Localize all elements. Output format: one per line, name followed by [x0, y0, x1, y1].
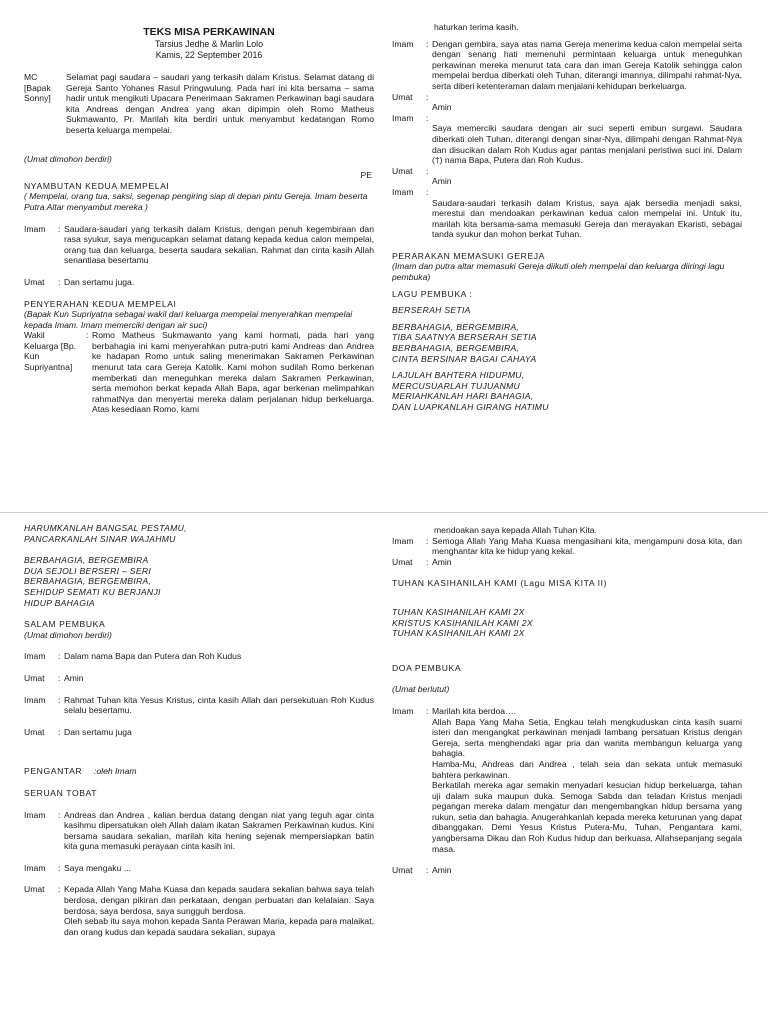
umat-reply: Umat : Dan sertamu juga.	[24, 277, 374, 288]
section-title-doa-pembuka: DOA PEMBUKA	[392, 662, 462, 673]
nyambutan-note: ( Mempelai, orang tua, saksi, segenap pengiring siap di depan pintu Gereja. Imam beserta Putra Altar menyambut mereka )	[24, 191, 368, 212]
imam-penitential: Imam : Andreas dan Andrea , kalian berdua datang dengan niat yang teguh agar cinta kasihmu dipersatukan oleh Allah dalam ikatan Sakramen Perkawinan kudus. Kini bersama saudara sekalian, marilah kita hening sejenak mempersiapkan batin kita guna memasuki perayaan cinta kasih ini.	[24, 809, 374, 852]
continued-text: mendoakan saya kepada Allah Tuhan Kita.	[434, 525, 597, 535]
prayer-paragraph-2: Hamba-Mu, Andreas dan Andrea , telah seia dan sekata untuk memasuki bahtera perkawinan.	[432, 758, 742, 780]
umat-amin: Umat : Amin	[24, 673, 374, 684]
wakil-block: Wakil Keluarga [Bp. Kun Supriyantna] : Romo Matheus Sukmawanto yang kami hormati, pada hari yang berbahagia ini kami menyerahkan putra-putri kami Andreas dan Andrea ke hadapan Romo untuk saling menerimakan Sakramen Perkawinan menurut tata cara Gereja Katolik. Kami mohon sudilah Romo berkenan memberkati dan meneguhkan mereka dalam Sakramen Perkawinan, serta memohon berkat kepada Allah Bapa, agar berkenan melimpahkan rahmatNya dan menyertai mereka dalam perjalanan hidup berkeluarga. Atas kesediaan Romo, kami	[24, 330, 374, 415]
amin-response: Amin	[432, 865, 452, 876]
imam-greeting-text: Saudara-saudari yang terkasih dalam Kristus, dengan penuh kegembiraan dan rasa syukur, saya mengucapkan selamat datang kepada kedua calon mempelai, orang tua dan keluarga, beserta saudara sekalian. Rahmat dan cinta kasih Allah senantiasa besertamu	[64, 223, 374, 266]
top-left-column	[24, 24, 374, 415]
imam-acceptance-text: Dengan gembira, saya atas nama Gereja menerima kedua calon mempelai serta dengan senang hati memenuhi permintaan keluarga untuk meneguhkan perkawinan mereka menurut tata cara dan iman Gereja Katolik sehingga calon mempelai berdua diberkati oleh Tuhan, diterangi imannya, dilimpahi rahmat-Nya, serta diberi ketenteraman dalam menjalani kehidupan berkeluarga.	[432, 38, 742, 91]
umat-confiteor: Umat : Kepada Allah Yang Maha Kuasa dan kepada saudara sekalian bahwa saya telah berdosa, dengan pikiran dan perkataan, dengan perbuatan dan kelalaian. Saya berdosa, saya berdosa, saya sungguh berdosa. Oleh sebab itu saya mohon kepada Santa Perawan Maria, kepada para malaikat, dan orang kudus dan kepada saudara sekalian, supaya	[24, 884, 374, 937]
speaker-label-imam: Imam	[24, 862, 46, 873]
ceremony-date: Kamis, 22 September 2016	[155, 50, 263, 60]
kyrie-lyrics	[392, 607, 742, 639]
speaker-label-imam: Imam	[392, 535, 414, 546]
lyric-line: LAJULAH BAHTERA HIDUPMU,	[392, 370, 525, 381]
umat-reply: Umat : Dan sertamu juga	[24, 727, 374, 738]
lyric-line: SEHIDUP SEMATI KU BERJANJI	[24, 586, 161, 597]
pengantar-line	[24, 766, 374, 777]
speaker-label-imam: Imam	[24, 223, 46, 234]
section-title-seruan-tobat: SERUAN TOBAT	[24, 787, 98, 798]
imam-sign-of-cross: Imam : Dalam nama Bapa dan Putera dan Roh Kudus	[24, 651, 374, 662]
umat-amin-1: Umat :	[392, 91, 429, 102]
imam-invitation-text: Saudara-saudari terkasih dalam Kristus, saya ajak bersedia menjadi saksi, merestui dan mendoakan perkawinan kedua calon mempelai ini. Untuk itu, marilah kita bersama-sama memasuki Gereja dan merayakan Ekaristi, sebagai tanda syukur dan mohon berkat Tuhan.	[432, 197, 742, 240]
lyric-line: MERCUSUARLAH TUJUANMU	[392, 380, 521, 391]
umat-reply-text: Dan sertamu juga.	[64, 276, 135, 287]
speaker-label-umat: Umat	[24, 726, 45, 737]
song-verse-2	[392, 370, 742, 412]
continued-text: haturkan terima kasih.	[434, 22, 519, 32]
imam-sprinkle-text: Saya memerciki saudara dengan air suci seperti embun surgawi. Saudara diberkati oleh Tuhan, diterangi dengan sinar-Nya, dilimpahi dengan Rahmat-Nya dan disucikan dalam Roh Kudus agar pantas menjalani peristiwa suci ini. Dalam (†) nama Bapa, Putera dan Roh Kudus.	[432, 123, 742, 166]
umat-amin-final: Umat : Amin	[392, 865, 742, 876]
amin-response: Amin	[432, 102, 452, 113]
imam-grace: Imam : Rahmat Tuhan kita Yesus Kristus, cinta kasih Allah dan persekutuan Roh Kudus selalu besertamu.	[24, 694, 374, 716]
speaker-label-imam: Imam	[24, 651, 46, 662]
speaker-label-wakil: Wakil Keluarga [Bp. Kun Supriyantna]	[24, 330, 77, 373]
lyric-line: HARUMKANLAH BANGSAL PESTAMU,	[24, 523, 187, 533]
mc-block	[24, 72, 374, 136]
imam-invitation: Imam :	[392, 186, 429, 197]
song-verse-1	[392, 322, 742, 364]
document-title: TEKS MISA PERKAWINAN	[143, 26, 275, 38]
amin-response: Amin	[432, 556, 452, 567]
speaker-label-imam: Imam	[24, 809, 46, 820]
speaker-label-umat: Umat	[24, 276, 45, 287]
umat-amin: Umat : Amin	[392, 557, 742, 568]
lyric-line: BERBAHAGIA, BERGEMBIRA,	[392, 343, 520, 354]
penyerahan-note: (Bapak Kun Supriyatna sebagai wakil dari keluarga mempelai menyerahkan mempelai kepada Imam. Imam memerciki dengan air suci)	[24, 309, 353, 330]
speaker-label-imam: Imam	[24, 694, 46, 705]
lyric-line: BERBAHAGIA, BERGEMBIRA,	[392, 321, 520, 332]
lyric-line: TUHAN KASIHANILAH KAMI 2X	[392, 606, 525, 617]
imam-acceptance: Imam : Dengan gembira, saya atas nama Gereja menerima kedua calon mempelai serta dengan senang hati memenuhi permintaan keluarga untuk meneguhkan perkawinan mereka menurut tata cara dan iman Gereja Katolik sehingga calon mempelai berdua diberkati oleh Tuhan, diterangi imannya, dilimpahi rahmat-Nya, serta diberi ketenteraman dalam menjalani kehidupan berkeluarga.	[392, 38, 742, 91]
page-top	[0, 0, 768, 512]
speaker-label-imam: Imam	[392, 186, 414, 197]
doa-note: (Umat berlutut)	[392, 684, 450, 695]
section-title-penyerahan: PENYERAHAN KEDUA MEMPELAI	[24, 298, 177, 309]
imam-prayer-invite-text: Marilah kita berdoa….	[432, 705, 517, 716]
perarakan-note: (Imam dan putra altar memasuki Gereja diikuti oleh mempelai dan keluarga diiringi lagu pembuka)	[392, 261, 725, 283]
speaker-label-imam: Imam	[392, 38, 414, 49]
speaker-label-imam: Imam	[392, 112, 414, 123]
lyric-line: KRISTUS KASIHANILAH KAMI 2X	[392, 617, 533, 628]
speaker-label-umat: Umat	[24, 884, 45, 895]
umat-reply-text: Dan sertamu juga	[64, 726, 132, 737]
imam-prayer-invite: Imam : Marilah kita berdoa….	[392, 706, 742, 717]
lyric-line: TUHAN KASIHANILAH KAMI 2X	[392, 628, 525, 639]
song-verse-4	[24, 555, 374, 608]
lyric-line: HIDUP BAHAGIA	[24, 597, 95, 608]
section-title-lagu-pembuka: LAGU PEMBUKA :	[392, 288, 473, 299]
lyric-line: BERBAHAGIA, BERGEMBIRA,	[24, 576, 152, 587]
lyric-line: MERIAHKANLAH HARI BAHAGIA,	[392, 391, 534, 402]
prayer-paragraph-3: Berkatilah mereka agar semakin menyadari kesucian hidup berkeluarga, tahan uji dalam suka maupun duka. Semoga Sabda dan teladan Kristus menjadi pegangan mereka dalam mengatur dan mengembangkan hidup bersama yang rukun, setia dan bahagia. Anugerahkanlah kepada mereka keturunan yang dapat dibanggakan. Demi Yesus Kristus Putera-Mu, Tuhan, Pengantara kami, yangbersama Dikau dan Roh Kudus hidup dan berkuasa, Allahsepanjang segala masa.	[432, 780, 742, 854]
lyric-line: DUA SEJOLI BERSERI – SERI	[24, 565, 152, 576]
prayer-paragraph-1: Allah Bapa Yang Maha Setia, Engkau telah mengkuduskan cinta kasih suami isteri dan mengangkat perkawinan menjadi lambang persatuan Kristus dengan Gereja, serta menghendaki agar pria dan wanita membangun keluarga yang bahagia.	[432, 716, 742, 759]
wakil-text: Romo Matheus Sukmawanto yang kami hormati, pada hari yang berbahagia ini kami menyerahkan putra-putri kami Andreas dan Andrea ke hadapan Romo untuk saling menerimakan Sakramen Perkawinan menurut tata cara Gereja Katolik. Kami mohon sudilah Romo berkenan memberkati dan meneguhkan mereka dalam Sakramen Perkawinan, serta memohon berkat kepada Allah Bapa, agar berkenan melimpahkan rahmatNya dan menyertai mereka dalam perjalanan hidup berkeluarga. Atas kesediaan Romo, kami	[92, 330, 374, 415]
imam-sprinkle: Imam :	[392, 112, 429, 123]
stand-note: (Umat dimohon berdiri)	[24, 153, 112, 164]
imam-confiteor-text: Saya mengaku ...	[64, 862, 131, 873]
speaker-label-mc: MC [Bapak Sonny]	[24, 72, 51, 104]
section-title-salam: SALAM PEMBUKA	[24, 619, 106, 630]
top-right-column	[392, 22, 742, 413]
pengantar-note: :oleh Imam	[94, 766, 137, 777]
bottom-right-column	[392, 525, 742, 876]
amin-response: Amin	[432, 176, 452, 187]
speaker-label-umat: Umat	[392, 91, 413, 102]
speaker-label-imam: Imam	[392, 705, 414, 716]
lyric-line: PANCARKANLAH SINAR WAJAHMU	[24, 533, 176, 544]
speaker-label-umat: Umat	[392, 165, 413, 176]
page-fragment-pe: PE	[360, 170, 372, 181]
imam-confiteor: Imam : Saya mengaku ...	[24, 863, 374, 874]
imam-greeting: Imam : Saudara-saudari yang terkasih dalam Kristus, dengan penuh kegembiraan dan rasa syukur, saya mengucapkan selamat datang kepada kedua calon mempelai, orang tua dan keluarga, beserta saudara sekalian. Rahmat dan cinta kasih Allah senantiasa besertamu	[24, 223, 374, 266]
imam-grace-text: Rahmat Tuhan kita Yesus Kristus, cinta kasih Allah dan persekutuan Roh Kudus selalu besertamu.	[64, 694, 374, 716]
speaker-label-umat: Umat	[392, 865, 413, 876]
speaker-label-umat: Umat	[24, 672, 45, 683]
imam-penitential-text: Andreas dan Andrea , kalian berdua datang dengan niat yang teguh agar cinta kasihmu dipersatukan oleh Allah dalam ikatan Sakramen Perkawinan kudus. Kini bersama saudara sekalian, marilah kita hening sejenak mempersiapkan batin kita guna memasuki perayaan cinta kasih ini.	[64, 809, 374, 852]
page-bottom	[0, 512, 768, 1025]
song-verse-3	[24, 523, 374, 544]
imam-sign-text: Dalam nama Bapa dan Putera dan Roh Kudus	[64, 651, 242, 662]
salam-note: (Umat dimohon berdiri)	[24, 629, 112, 640]
amin-response: Amin	[64, 672, 84, 683]
section-title-pengantar: PENGANTAR	[24, 766, 83, 777]
imam-absolution: Imam : Semoga Allah Yang Maha Kuasa mengasihani kita, mengampuni dosa kita, dan menghantar kita ke hidup yang kekal.	[392, 535, 742, 557]
section-title-nyambutan: NYAMBUTAN KEDUA MEMPELAI	[24, 180, 170, 191]
couple-names: Tarsius Jedhe & Marlin Lolo	[154, 39, 264, 49]
lyric-line: DAN LUAPKANLAH GIRANG HATIMU	[392, 402, 549, 412]
speaker-label-umat: Umat	[392, 556, 413, 567]
umat-confiteor-text-2: Oleh sebab itu saya mohon kepada Santa Perawan Maria, kepada para malaikat, dan orang kudus dan kepada saudara sekalian, supaya	[64, 916, 374, 937]
mc-welcome-text: Selamat pagi saudara – saudari yang terkasih dalam Kristus. Selamat datang di Gereja Santo Yohanes Rasul Pringwulung. Pada hari ini kita bersama – sama hadir untuk mengikuti Upacara Penerimaan Sakramen Perkawinan bagi saudara kita Andreas dengan Andrea yang akan dipimpin oleh Romo Matheus Sukmawanto, Pr. Marilah kita berdiri untuk menyambut kedatangan Romo beserta keluarga mempelai.	[66, 72, 374, 135]
lyric-line: BERBAHAGIA, BERGEMBIRA	[24, 555, 149, 566]
lyric-line: CINTA BERSINAR BAGAI CAHAYA	[392, 353, 537, 364]
song-title: BERSERAH SETIA	[392, 305, 471, 316]
section-title-perarakan: PERARAKAN MEMASUKI GEREJA	[392, 250, 546, 261]
bottom-left-column	[24, 523, 374, 937]
umat-amin-2: Umat :	[392, 165, 429, 176]
section-title-kyrie: TUHAN KASIHANILAH KAMI (Lagu MISA KITA II)	[392, 578, 608, 589]
imam-absolution-text: Semoga Allah Yang Maha Kuasa mengasihani kita, mengampuni dosa kita, dan menghantar kita ke hidup yang kekal.	[432, 535, 742, 557]
umat-confiteor-text: Kepada Allah Yang Maha Kuasa dan kepada saudara sekalian bahwa saya telah berdosa, dengan pikiran dan perkataan, dengan perbuatan dan kelalaian. Saya berdosa, saya berdosa, saya sungguh berdosa.	[64, 884, 374, 916]
lyric-line: TIBA SAATNYA BERSERAH SETIA	[392, 332, 537, 343]
